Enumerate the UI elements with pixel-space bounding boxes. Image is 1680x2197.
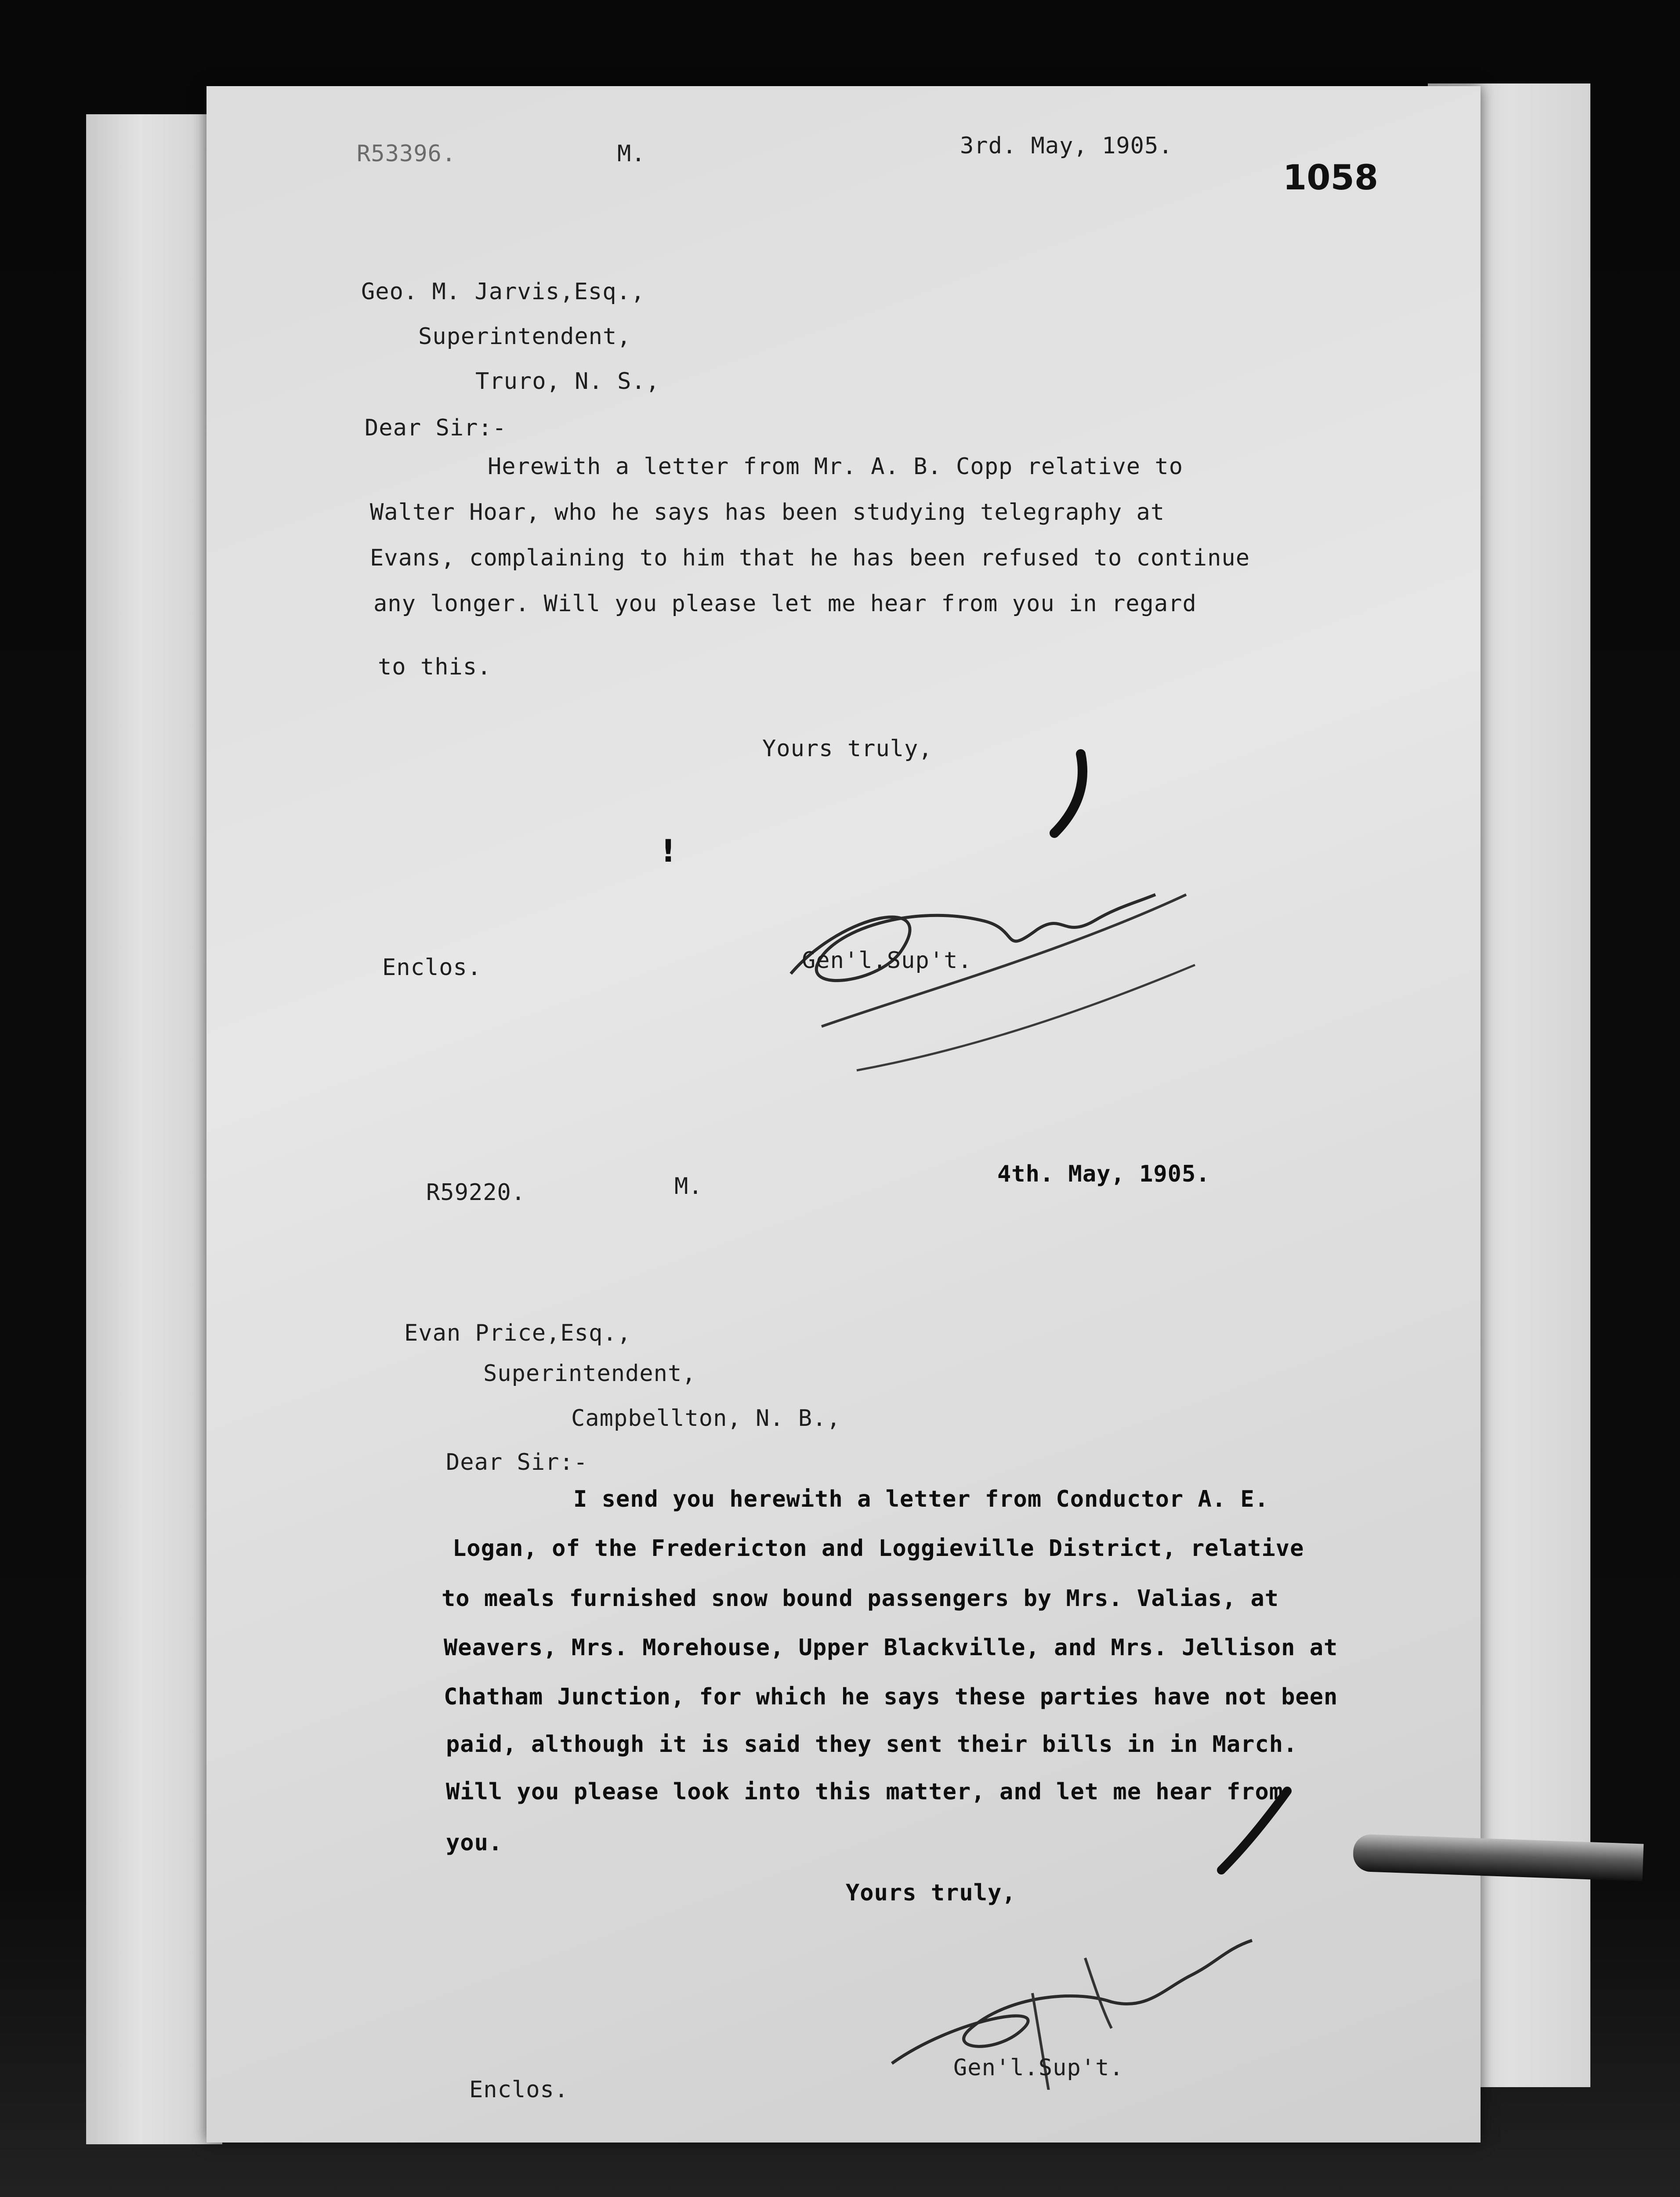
letter1-initial: M. (617, 141, 646, 167)
letter2-body-line: I send you herewith a letter from Conductor A. E. (573, 1486, 1269, 1512)
letter2-addressee: Evan Price,Esq., (404, 1320, 631, 1346)
letter1-salutation: Dear Sir:- (365, 415, 507, 441)
letter2-body-line: Logan, of the Fredericton and Loggieville District, relative (453, 1535, 1304, 1562)
letter2-reference: R59220. (426, 1179, 526, 1206)
letter1-addressee: Geo. M. Jarvis,Esq., (361, 279, 645, 305)
letter2-body-line: Weavers, Mrs. Morehouse, Upper Blackville, and Mrs. Jellison at (444, 1635, 1338, 1661)
letter1-title: Superintendent, (418, 323, 631, 350)
letter1-closing: Yours truly, (762, 736, 933, 762)
letter1-body-line: Evans, complaining to him that he has been refused to continue (370, 545, 1250, 571)
letter1-reference: R53396. (357, 141, 456, 167)
letter2-body-line: paid, although it is said they sent their bills in in March. (446, 1731, 1298, 1758)
letter1-sign-title: Gen'l.Sup't. (802, 947, 972, 974)
letter2-signature (865, 1782, 1305, 2090)
letter2-date: 4th. May, 1905. (997, 1161, 1210, 1187)
letter1-body-line: any longer. Will you please let me hear from you in regard (373, 591, 1197, 617)
underlying-page-edge (86, 114, 222, 2144)
letter2-body-line: Will you please look into this matter, and let me hear from (446, 1779, 1284, 1805)
letter2-place: Campbellton, N. B., (571, 1405, 841, 1432)
letter2-closing: Yours truly, (846, 1880, 1016, 1906)
letter2-body-line: to meals furnished snow bound passengers by Mrs. Valias, at (442, 1585, 1279, 1612)
letterbook-page (206, 86, 1481, 2143)
letter1-body-line: Herewith a letter from Mr. A. B. Copp relative to (488, 453, 1184, 480)
letter2-salutation: Dear Sir:- (446, 1449, 588, 1476)
letter2-sign-title: Gen'l.Sup't. (953, 2055, 1124, 2081)
page-number: 1058 (1283, 158, 1379, 198)
letter1-body-line: Walter Hoar, who he says has been studying telegraphy at (370, 499, 1165, 526)
letter1-enclosure: Enclos. (382, 954, 482, 981)
letter1-body-line: to this. (378, 654, 492, 680)
letter1-signature (756, 745, 1217, 1088)
letter2-body-line: you. (446, 1830, 503, 1856)
letter2-enclosure: Enclos. (469, 2077, 569, 2103)
letter1-place: Truro, N. S., (475, 368, 660, 395)
letter2-initial: M. (674, 1173, 703, 1200)
letter2-title: Superintendent, (483, 1360, 696, 1387)
ink-mark: ! (661, 833, 675, 869)
letter1-date: 3rd. May, 1905. (960, 133, 1173, 159)
letter2-body-line: Chatham Junction, for which he says these parties have not been (444, 1684, 1338, 1710)
